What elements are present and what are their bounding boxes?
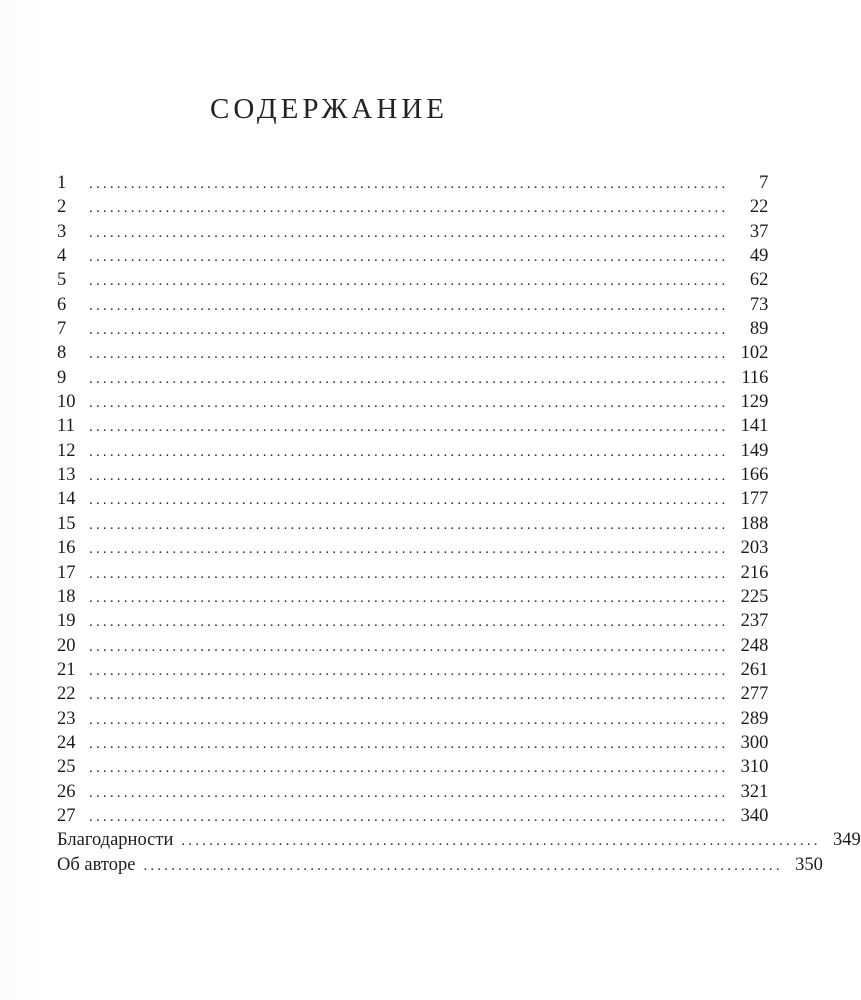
toc-page-number: 310 xyxy=(740,757,769,778)
toc-entry xyxy=(57,634,769,658)
toc-chapter: 1 xyxy=(57,173,67,193)
toc-chapter: 11 xyxy=(57,416,75,437)
toc-page-number: 261 xyxy=(740,659,769,680)
toc-leader-dots: ............................................................................................ xyxy=(89,419,729,436)
toc-chapter: 6 xyxy=(57,294,67,315)
toc-entry xyxy=(57,707,769,731)
toc-chapter: 22 xyxy=(57,684,76,705)
toc-chapter: 21 xyxy=(57,659,76,680)
toc-page-number: 149 xyxy=(740,440,769,461)
toc-leader-dots: ............................................................................................ xyxy=(89,200,729,217)
toc-page-number: 321 xyxy=(740,781,769,802)
toc-page-number: 216 xyxy=(740,562,769,583)
toc-entry xyxy=(57,658,769,682)
toc-page-number: 248 xyxy=(740,635,769,656)
toc-entry xyxy=(57,341,769,365)
page-title: СОДЕРЖАНИЕ xyxy=(210,93,448,125)
toc-chapter: 25 xyxy=(57,757,76,778)
toc-leader-dots: ............................................................................................ xyxy=(89,249,729,266)
toc-page-number: 166 xyxy=(740,465,769,486)
toc-entry xyxy=(57,804,769,828)
toc-page-number: 141 xyxy=(740,416,769,437)
toc-leader-dots: ............................................................................................ xyxy=(89,808,729,825)
toc-entry xyxy=(57,561,769,585)
table-of-contents xyxy=(57,171,861,877)
toc-page-number: 300 xyxy=(740,732,769,753)
toc-entry xyxy=(57,439,769,463)
toc-chapter: 2 xyxy=(57,197,67,218)
toc-page-number: 225 xyxy=(740,586,769,607)
toc-leader-dots: ............................................................................................ xyxy=(89,297,729,314)
toc-entry xyxy=(57,171,769,195)
toc-leader-dots: ............................................................................................ xyxy=(89,541,729,558)
toc-leader-dots: ............................................................................................ xyxy=(89,614,729,631)
toc-chapter: 12 xyxy=(57,440,76,461)
toc-page-number: 62 xyxy=(749,270,769,291)
toc-chapter: 13 xyxy=(57,465,76,486)
toc-chapter: 4 xyxy=(57,246,67,267)
toc-chapter: 5 xyxy=(57,270,67,291)
toc-leader-dots: ............................................................................................ xyxy=(89,224,729,241)
toc-leader-dots: ............................................................................................ xyxy=(89,516,729,533)
toc-chapter: 24 xyxy=(57,732,76,753)
toc-leader-dots: ............................................................................................ xyxy=(89,492,729,509)
toc-chapter: 20 xyxy=(57,635,76,656)
toc-entry xyxy=(57,414,769,438)
toc-page-number: 116 xyxy=(741,367,769,388)
toc-chapter: 7 xyxy=(57,319,67,340)
toc-page-number: 289 xyxy=(740,708,769,729)
toc-page-number: 22 xyxy=(749,197,769,218)
toc-entry xyxy=(57,609,769,633)
toc-page-number: 89 xyxy=(749,319,769,340)
toc-entry xyxy=(57,317,769,341)
toc-chapter: 9 xyxy=(57,367,67,388)
toc-leader-dots: ............................................................................................ xyxy=(89,784,729,801)
toc-entry xyxy=(57,268,769,292)
toc-entry xyxy=(57,195,769,219)
toc-leader-dots: ............................................................................................ xyxy=(89,370,729,387)
toc-chapter: 26 xyxy=(57,781,76,802)
toc-entry xyxy=(57,244,769,268)
toc-page-number: 7 xyxy=(759,173,769,193)
toc-entry xyxy=(57,366,769,390)
toc-entry xyxy=(57,487,769,511)
toc-chapter: 15 xyxy=(57,513,76,534)
toc-leader-dots: ............................................................................................ xyxy=(89,662,729,679)
toc-chapter: 16 xyxy=(57,538,76,559)
toc-page-number: 102 xyxy=(740,343,769,364)
toc-entry xyxy=(57,220,769,244)
toc-entry xyxy=(57,390,769,414)
toc-page-number: 37 xyxy=(749,221,769,242)
toc-entry xyxy=(57,293,769,317)
toc-page-number: 177 xyxy=(740,489,769,510)
toc-chapter: 17 xyxy=(57,562,76,583)
toc-entry xyxy=(57,536,769,560)
toc-page-number: 49 xyxy=(749,246,769,267)
toc-leader-dots: ............................................................................................ xyxy=(89,346,729,363)
toc-page-number: 277 xyxy=(740,684,769,705)
toc-entry xyxy=(57,585,769,609)
toc-leader-dots: ............................................................................................ xyxy=(89,468,729,485)
toc-entry xyxy=(57,780,769,804)
toc-leader-dots: ............................................................................................ xyxy=(143,857,783,874)
toc-chapter: 18 xyxy=(57,586,76,607)
toc-chapter: 3 xyxy=(57,221,67,242)
toc-chapter: 8 xyxy=(57,343,67,364)
toc-page-number: 237 xyxy=(740,611,769,632)
toc-leader-dots: ............................................................................................ xyxy=(89,687,729,704)
toc-leader-dots: ............................................................................................ xyxy=(89,443,729,460)
toc-page-number: 188 xyxy=(740,513,769,534)
toc-entry xyxy=(57,512,769,536)
toc-leader-dots: ............................................................................................ xyxy=(181,833,821,850)
toc-section-title: Благодарности xyxy=(57,830,174,851)
toc-leader-dots: ............................................................................................ xyxy=(89,565,729,582)
toc-page-number: 340 xyxy=(740,805,769,826)
toc-page-number: 203 xyxy=(740,538,769,559)
toc-leader-dots: ............................................................................................ xyxy=(89,273,729,290)
toc-leader-dots: ............................................................................................ xyxy=(89,176,729,192)
toc-entry xyxy=(57,682,769,706)
toc-page-number: 73 xyxy=(749,294,769,315)
toc-entry-about-author xyxy=(57,853,823,877)
toc-entry xyxy=(57,463,769,487)
toc-entry xyxy=(57,755,769,779)
toc-leader-dots: ............................................................................................ xyxy=(89,395,729,412)
toc-page-number: 349 xyxy=(833,830,861,851)
toc-leader-dots: ............................................................................................ xyxy=(89,638,729,655)
toc-chapter: 27 xyxy=(57,805,76,826)
toc-section-title: Об авторе xyxy=(57,854,136,875)
toc-chapter: 19 xyxy=(57,611,76,632)
toc-chapter: 10 xyxy=(57,392,76,413)
toc-page-number: 129 xyxy=(740,392,769,413)
toc-entry xyxy=(57,731,769,755)
toc-entry-acknowledgements xyxy=(57,828,861,852)
toc-leader-dots: ............................................................................................ xyxy=(89,760,729,777)
toc-page-number: 350 xyxy=(795,854,823,875)
toc-leader-dots: ............................................................................................ xyxy=(89,589,729,606)
toc-leader-dots: ............................................................................................ xyxy=(89,711,729,728)
toc-leader-dots: ............................................................................................ xyxy=(89,735,729,752)
toc-chapter: 14 xyxy=(57,489,76,510)
toc-leader-dots: ............................................................................................ xyxy=(89,322,729,339)
toc-chapter: 23 xyxy=(57,708,76,729)
